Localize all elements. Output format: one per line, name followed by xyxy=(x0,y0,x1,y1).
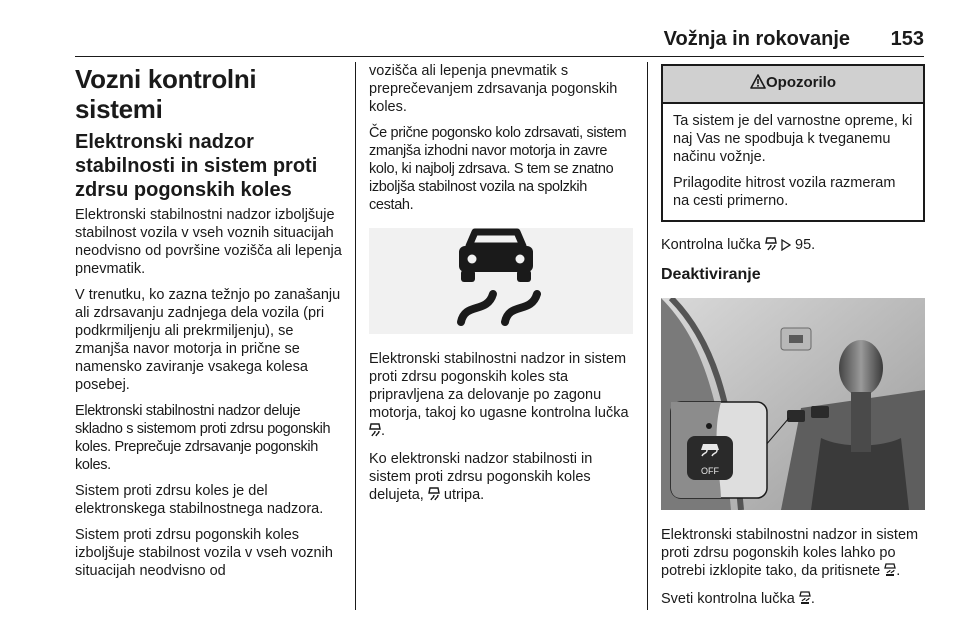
paragraph-text: Elektronski stabilnostni nadzor in sistem proti zdrsu pogonskih koles sta pripravljena za delovanje po zagonu motorja, takoj ko ugasne kontrolna lučka xyxy=(369,351,629,421)
console-button-photo xyxy=(661,298,925,510)
column-1 xyxy=(75,62,347,588)
esc-warning-lamp-icon xyxy=(369,423,381,442)
running-title: Vožnja in rokovanje xyxy=(663,28,850,50)
paragraph: vozišča ali lepenja pnevmatik s preprečevanjem zdrsavanja pogonskih koles. xyxy=(369,63,618,115)
paragraph xyxy=(661,590,925,610)
column-2 xyxy=(369,62,633,514)
deactivation-heading: Deaktiviranje xyxy=(661,266,761,283)
page-number: 153 xyxy=(890,28,924,50)
warning-triangle-icon xyxy=(750,74,766,93)
reference-page: 95. xyxy=(791,237,816,253)
paragraph: Elektronski stabilnostni nadzor deluje skladno s sistemom proti zdrsu pogonskih koles. Preprečuje zdrsavanje pogonskih koles. xyxy=(75,403,331,473)
paragraph xyxy=(369,450,633,506)
header-rule xyxy=(75,56,924,57)
paragraph-text: Sveti kontrolna lučka xyxy=(661,591,795,607)
warning-box xyxy=(661,64,925,222)
page-reference-arrow-icon xyxy=(781,238,791,256)
cross-reference xyxy=(661,236,925,256)
column-divider-2 xyxy=(647,62,648,610)
esc-warning-lamp-icon xyxy=(765,237,777,256)
paragraph-text: utripa. xyxy=(439,487,485,503)
paragraph-text: . xyxy=(896,563,901,579)
paragraph-text: . xyxy=(810,591,815,607)
warning-header xyxy=(663,66,923,104)
paragraph: Sistem proti zdrsu koles je del elektronskega stabilnostnega nadzora. xyxy=(75,483,324,517)
paragraph-text: Elektronski stabilnostni nadzor in sistem proti zdrsu pogonskih koles lahko po potrebi izklopite tako, da pritisnete xyxy=(661,527,919,579)
off-button-label: OFF xyxy=(701,466,719,476)
paragraph-text: . xyxy=(381,423,386,439)
section-title: Vozni kontrolni sistemi xyxy=(75,64,257,124)
page-header xyxy=(0,0,960,60)
esc-off-lamp-icon xyxy=(799,591,811,610)
paragraph xyxy=(369,350,633,442)
column-divider-1 xyxy=(355,62,356,610)
warning-body xyxy=(663,104,923,220)
paragraph-text: Ko elektronski nadzor stabilnosti in sistem proti zdrsu pogonskih koles delujeta, xyxy=(369,451,593,503)
column-3 xyxy=(661,62,925,618)
paragraph: Sistem proti zdrsu pogonskih koles izboljšuje stabilnost vozila v vseh voznih situacijah neodvisno od xyxy=(75,527,333,579)
warning-paragraph: Prilagodite hitrost vozila razmeram na cesti primerno. xyxy=(673,175,896,209)
paragraph: Elektronski stabilnostni nadzor izboljšuje stabilnost vozila v vseh voznih situacijah neodvisno od površine vozišča ali lepenja pnevmatik. xyxy=(75,207,342,277)
warning-title: Opozorilo xyxy=(766,74,836,91)
paragraph: V trenutku, ko zazna težnjo po zanašanju ali zdrsavanju zadnjega dela vozila (pri podkrmiljenju ali prekrmiljenju), se zmanjša navor motorja in prične se namensko zaviranje vsakega kolesa posebej. xyxy=(75,287,341,393)
esc-warning-lamp-icon xyxy=(428,487,440,506)
warning-paragraph: Ta sistem je del varnostne opreme, ki naj Vas ne spodbuja k tveganemu načinu vožnje. xyxy=(673,113,913,165)
reference-text: Kontrolna lučka xyxy=(661,237,761,253)
paragraph xyxy=(661,526,925,582)
skidding-car-illustration xyxy=(369,228,633,334)
subsection-title: Elektronski nadzor stabilnosti in sistem proti zdrsu pogonskih koles xyxy=(75,131,318,201)
esc-off-button-icon xyxy=(884,563,896,582)
paragraph: Če prične pogonsko kolo zdrsavati, sistem zmanjša izhodni navor motorja in zavre kolo, ki najbolj zdrsava. S tem se znatno izboljša stabilnost vozila na spolzkih cestah. xyxy=(369,125,627,213)
